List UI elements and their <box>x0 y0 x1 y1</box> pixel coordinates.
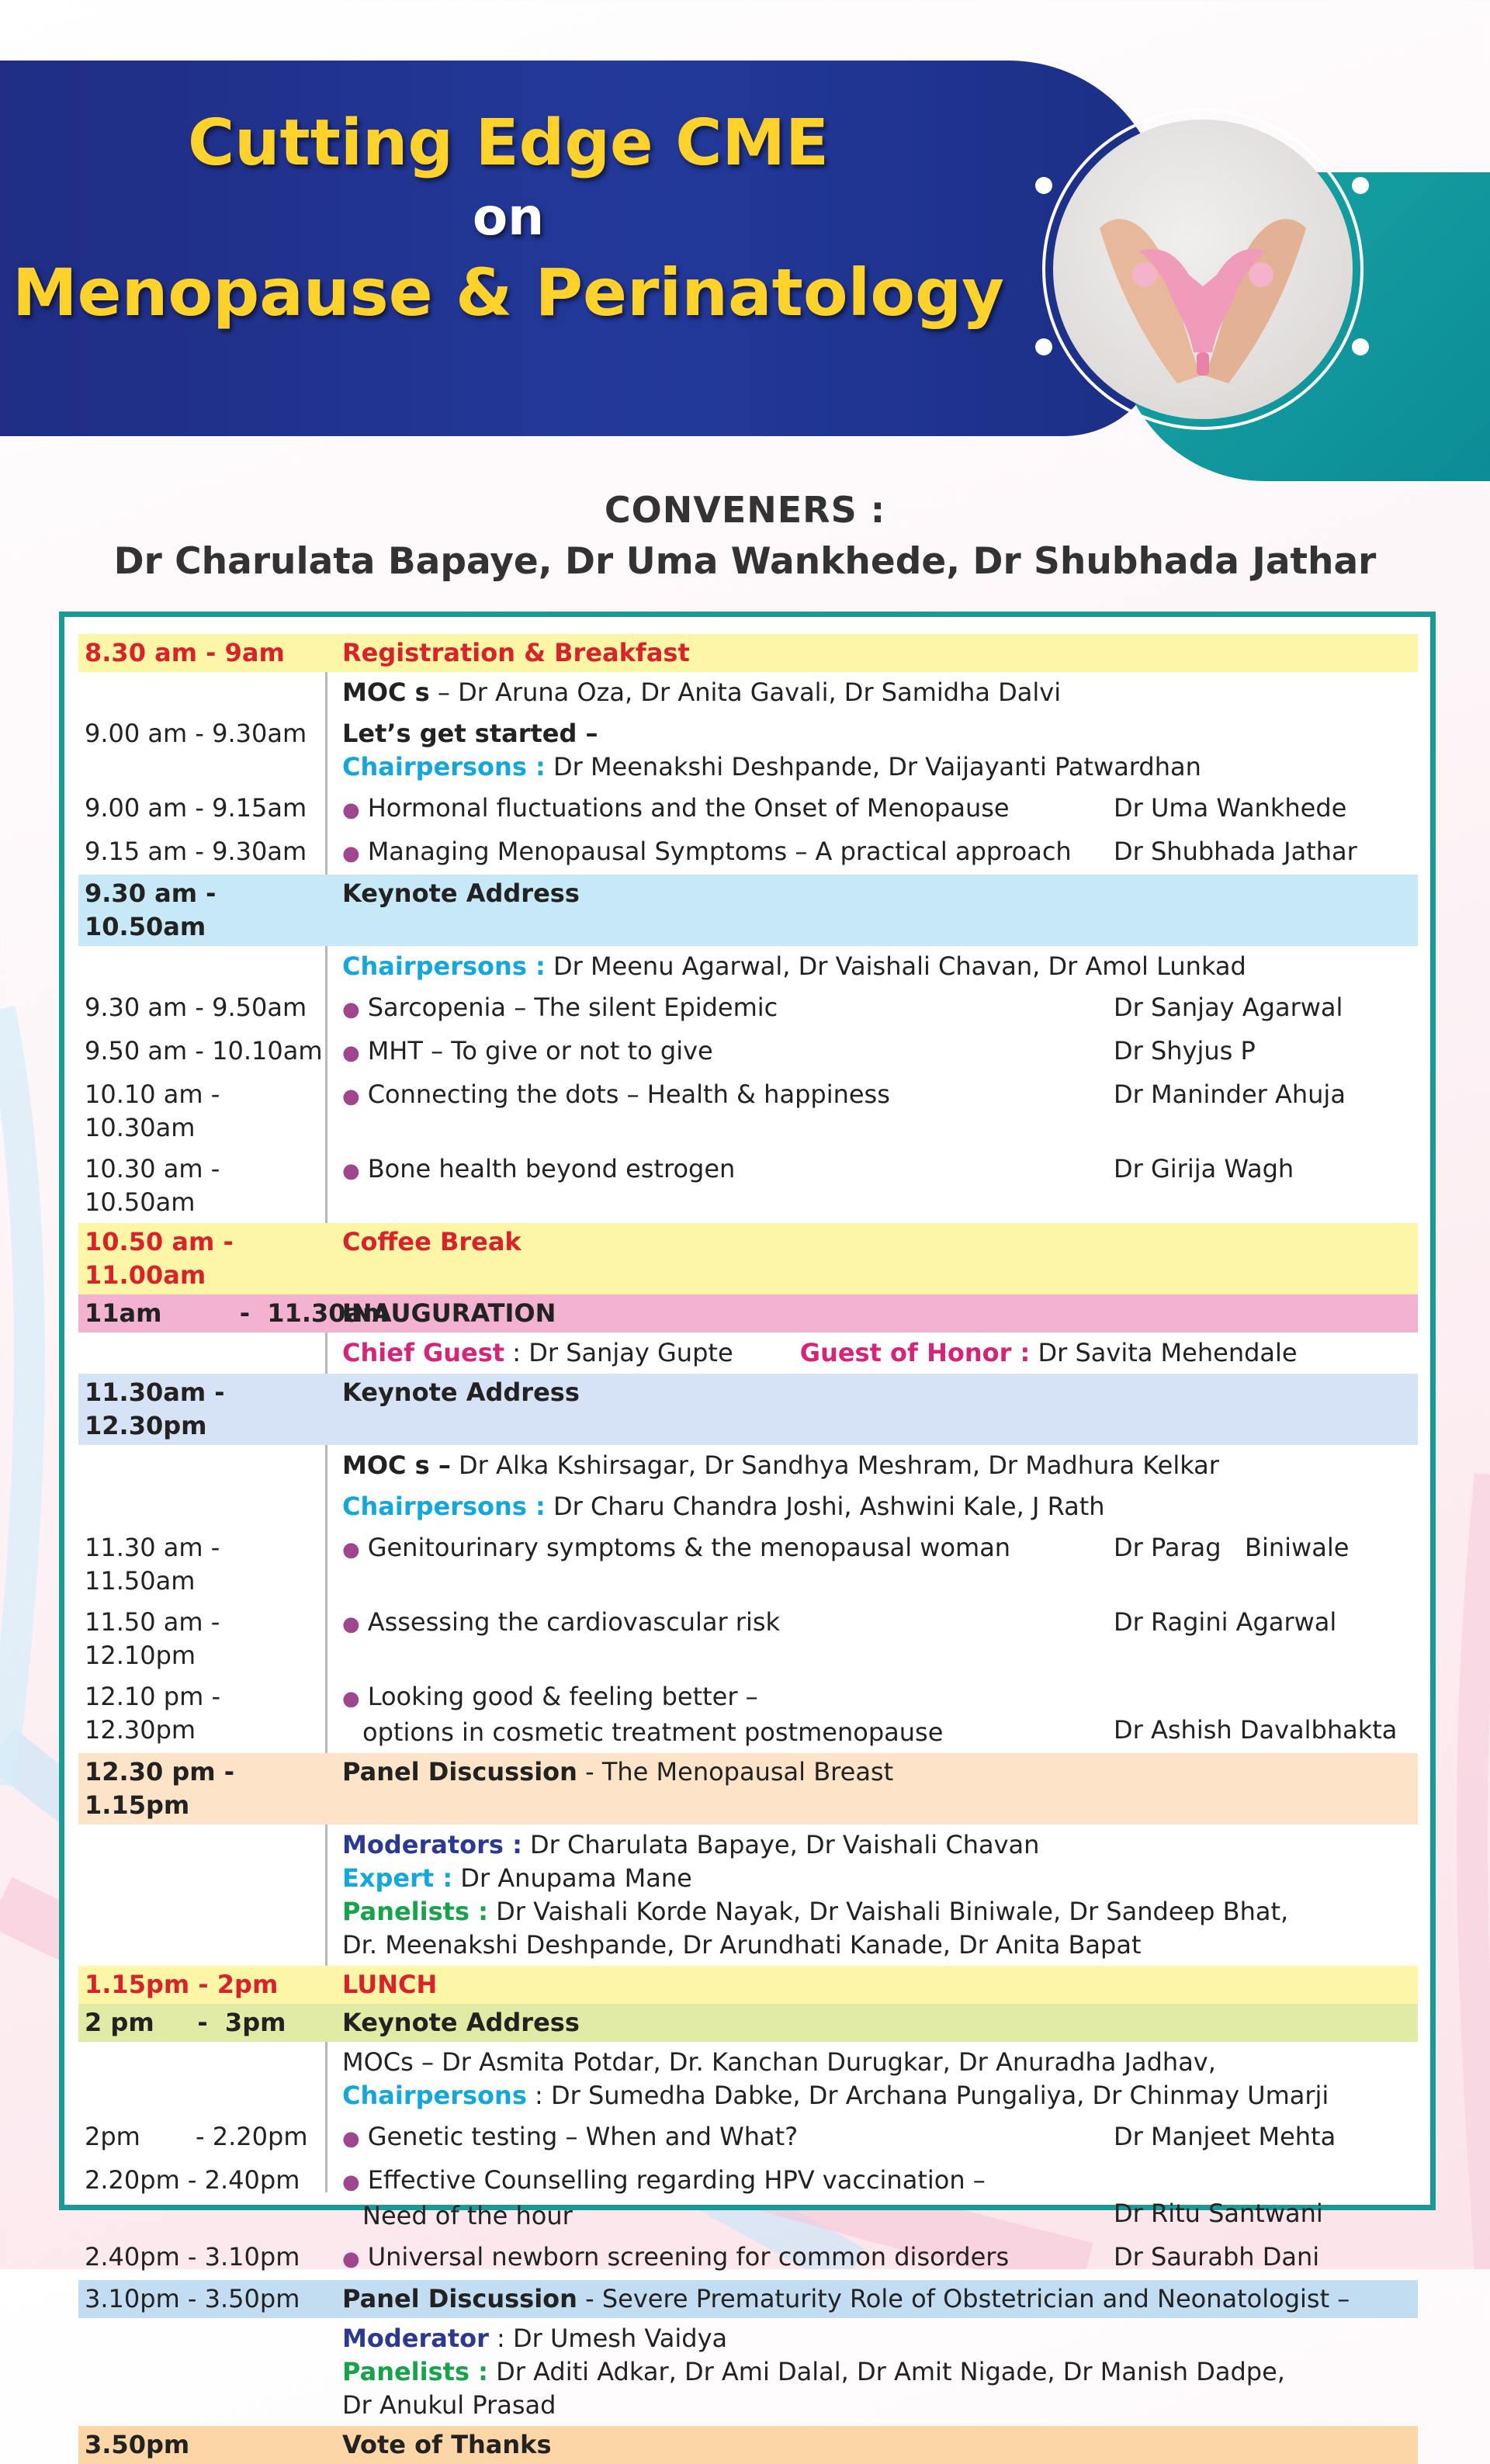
session-title: Registration & Breakfast <box>342 638 690 667</box>
session-title: LUNCH <box>342 1970 438 1999</box>
bullet-icon: ● <box>342 1041 360 1065</box>
panelists-names: Dr Vaishali Korde Nayak, Dr Vaishali Biniwale, Dr Sandeep Bhat, <box>487 1897 1289 1926</box>
session-subtitle: - Severe Prematurity Role of Obstetrician and Neonatologist – <box>577 2284 1350 2313</box>
session-time: 9.00 am - 9.30am <box>85 719 307 748</box>
schedule-row <box>78 987 1418 1031</box>
conveners-section <box>0 489 1490 583</box>
talk-topic-line2: Need of the hour <box>362 2201 573 2230</box>
schedule-row <box>78 1445 1418 1486</box>
talk-topic-line2: options in cosmetic treatment postmenopause <box>362 1717 944 1747</box>
session-title: Let’s get started – <box>342 719 598 748</box>
session-time: 8.30 am - 9am <box>85 638 285 667</box>
bullet-icon: ● <box>342 1687 360 1710</box>
talk-speaker: Dr Ashish Davalbhakta <box>1114 1715 1398 1745</box>
bullet-icon: ● <box>342 1538 360 1561</box>
session-time: 12.30 pm - 1.15pm <box>85 1757 235 1820</box>
schedule-row <box>78 2160 1418 2237</box>
schedule-row <box>78 875 1418 946</box>
schedule-row <box>78 1031 1418 1074</box>
chairpersons-names: Dr Meenakshi Deshpande, Dr Vaijayanti Patwardhan <box>545 752 1201 781</box>
talk-topic: Genitourinary symptoms & the menopausal woman <box>367 1533 1011 1562</box>
chairpersons-names: Dr Charu Chandra Joshi, Ashwini Kale, J Rath <box>545 1492 1105 1521</box>
chief-guest-name: : Dr Sanjay Gupte <box>504 1338 733 1367</box>
bullet-icon: ● <box>342 2171 360 2194</box>
talk-time: 9.30 am - 9.50am <box>85 993 307 1022</box>
bullet-icon: ● <box>342 2247 360 2271</box>
moc-names: Dr Alka Kshirsagar, Dr Sandhya Meshram, Dr Madhura Kelkar <box>450 1450 1219 1480</box>
schedule-row <box>78 1486 1418 1527</box>
title-line-3: Menopause & Perinatology <box>12 254 1004 331</box>
session-title: Vote of Thanks <box>342 2430 552 2459</box>
chairpersons-label: Chairpersons : <box>342 1492 546 1521</box>
bullet-icon: ● <box>342 1613 360 1636</box>
ring-dot-bottom-right <box>1352 338 1369 355</box>
panelists-names: Dr Aditi Adkar, Dr Ami Dalal, Dr Amit Nigade, Dr Manish Dadpe, <box>487 2357 1285 2386</box>
talk-speaker: Dr Shubhada Jathar <box>1114 837 1357 866</box>
moc-label: MOC s – <box>342 1450 451 1480</box>
session-time: 9.30 am - 10.50am <box>85 879 217 941</box>
moderators-label: Moderators : <box>342 1830 522 1859</box>
session-time: 11am - 11.30am <box>85 1298 389 1328</box>
schedule-row <box>78 1074 1418 1149</box>
schedule-row <box>78 946 1418 987</box>
schedule-row <box>78 1223 1418 1294</box>
chairpersons-label: Chairpersons : <box>342 752 546 781</box>
talk-time: 2pm - 2.20pm <box>85 2122 308 2151</box>
moderator-label: Moderator <box>342 2324 489 2353</box>
title-block <box>0 106 1017 331</box>
talk-time: 2.20pm - 2.40pm <box>85 2165 300 2195</box>
moc-label: MOC s <box>342 678 430 707</box>
chief-guest-label: Chief Guest <box>342 1338 505 1367</box>
expert-name: Dr Anupama Mane <box>452 1863 692 1893</box>
talk-time: 11.50 am - 12.10pm <box>85 1607 220 1670</box>
talk-time: 12.10 pm - 12.30pm <box>85 1682 220 1745</box>
bullet-icon: ● <box>342 842 360 865</box>
session-time: 11.30am - 12.30pm <box>85 1378 225 1440</box>
talk-speaker: Dr Parag Biniwale <box>1114 1533 1350 1562</box>
talk-speaker: Dr Ritu Santwani <box>1114 2199 1323 2228</box>
moderator-name: : Dr Umesh Vaidya <box>488 2324 728 2353</box>
panelists-names-line2: Dr Anukul Prasad <box>342 2390 556 2420</box>
schedule-row <box>78 831 1418 875</box>
session-time: 3.50pm <box>85 2430 190 2459</box>
talk-time: 10.30 am - 10.50am <box>85 1154 220 1217</box>
talk-topic: Sarcopenia – The silent Epidemic <box>367 993 778 1022</box>
schedule-row <box>78 2237 1418 2280</box>
chairpersons-names: Dr Meenu Agarwal, Dr Vaishali Chavan, Dr Amol Lunkad <box>545 951 1246 981</box>
session-title: Keynote Address <box>342 1378 580 1407</box>
schedule-row <box>78 2280 1418 2318</box>
schedule-row <box>78 1966 1418 2004</box>
bullet-icon: ● <box>342 799 360 822</box>
talk-speaker: Dr Manjeet Mehta <box>1114 2122 1336 2151</box>
title-line-1: Cutting Edge CME <box>187 106 830 180</box>
schedule-row <box>78 1676 1418 1753</box>
talk-speaker: Dr Girija Wagh <box>1114 1154 1294 1183</box>
talk-time: 9.50 am - 10.10am <box>85 1036 323 1066</box>
chairpersons-label: Chairpersons <box>342 2081 527 2110</box>
talk-speaker: Dr Ragini Agarwal <box>1114 1607 1337 1637</box>
bullet-icon: ● <box>342 1085 360 1108</box>
bullet-icon: ● <box>342 998 360 1021</box>
session-title: Panel Discussion <box>342 2284 577 2313</box>
talk-topic: Looking good & feeling better – <box>367 1682 758 1711</box>
talk-topic: Bone health beyond estrogen <box>367 1154 736 1183</box>
chairpersons-names: : Dr Sumedha Dabke, Dr Archana Pungaliya, Dr Chinmay Umarji <box>526 2081 1329 2110</box>
talk-topic: Managing Menopausal Symptoms – A practical approach <box>367 837 1072 866</box>
moderators-names: Dr Charulata Bapaye, Dr Vaishali Chavan <box>522 1830 1040 1859</box>
talk-time: 10.10 am - 10.30am <box>85 1080 220 1142</box>
schedule-row <box>78 2116 1418 2160</box>
chairpersons-label: Chairpersons : <box>342 951 546 981</box>
talk-topic: Connecting the dots – Health & happiness <box>367 1080 890 1109</box>
panelists-label: Panelists : <box>342 2357 488 2386</box>
talk-topic: Assessing the cardiovascular risk <box>367 1607 781 1637</box>
talk-topic: Universal newborn screening for common disorders <box>367 2242 1010 2272</box>
session-time: 3.10pm - 3.50pm <box>85 2284 300 2313</box>
session-subtitle: - The Menopausal Breast <box>577 1757 894 1786</box>
talk-speaker: Dr Maninder Ahuja <box>1114 1080 1346 1109</box>
schedule-row <box>78 2042 1418 2116</box>
schedule-row <box>78 672 1418 713</box>
schedule-row <box>78 1374 1418 1445</box>
session-title: Panel Discussion <box>342 1757 577 1786</box>
session-title: Coffee Break <box>342 1227 522 1256</box>
expert-label: Expert : <box>342 1863 453 1893</box>
conveners-names: Dr Charulata Bapaye, Dr Uma Wankhede, Dr Shubhada Jathar <box>113 540 1377 583</box>
session-title: INAUGURATION <box>342 1298 556 1328</box>
schedule-row <box>78 2426 1418 2464</box>
conveners-label: CONVENERS : <box>604 489 886 531</box>
schedule-row <box>78 713 1418 788</box>
talk-time: 9.00 am - 9.15am <box>85 793 307 823</box>
guest-of-honor-name: Dr Savita Mehendale <box>1030 1338 1298 1367</box>
session-time: 2 pm - 3pm <box>85 2008 286 2037</box>
panelists-label: Panelists : <box>342 1897 488 1926</box>
guest-of-honor-label: Guest of Honor : <box>799 1338 1031 1367</box>
talk-time: 11.30 am - 11.50am <box>85 1533 220 1596</box>
title-line-2: on <box>472 187 545 248</box>
schedule-row <box>78 1602 1418 1676</box>
schedule-row <box>78 2004 1418 2042</box>
panelists-names-line2: Dr. Meenakshi Deshpande, Dr Arundhati Kanade, Dr Anita Bapat <box>342 1930 1142 1960</box>
bullet-icon: ● <box>342 1159 360 1183</box>
talk-speaker: Dr Shyjus P <box>1114 1036 1256 1066</box>
moc-names: – Dr Aruna Oza, Dr Anita Gavali, Dr Samidha Dalvi <box>429 678 1062 707</box>
talk-topic: Genetic testing – When and What? <box>367 2122 799 2151</box>
schedule-row <box>78 1294 1418 1333</box>
session-title: Keynote Address <box>342 879 580 908</box>
ring-dot-bottom-left <box>1035 338 1052 355</box>
session-title: Keynote Address <box>342 2008 580 2037</box>
talk-topic: MHT – To give or not to give <box>367 1036 713 1066</box>
ring-dot-top-right <box>1352 177 1369 194</box>
talk-speaker: Dr Sanjay Agarwal <box>1114 993 1343 1022</box>
schedule-row <box>78 1825 1418 1966</box>
schedule-table <box>59 612 1436 2459</box>
schedule-row <box>78 788 1418 831</box>
schedule-row <box>78 1149 1418 1223</box>
schedule-row <box>78 1333 1418 1374</box>
schedule-row <box>78 634 1418 672</box>
talk-time: 2.40pm - 3.10pm <box>85 2242 300 2272</box>
session-time: 10.50 am - 11.00am <box>85 1227 234 1290</box>
uterus-hands-image <box>1053 120 1353 419</box>
talk-topic: Hormonal fluctuations and the Onset of Menopause <box>367 793 1010 823</box>
talk-speaker: Dr Uma Wankhede <box>1114 793 1347 823</box>
schedule-row <box>78 2318 1418 2426</box>
bullet-icon: ● <box>342 2127 360 2150</box>
moc-names: MOCs – Dr Asmita Potdar, Dr. Kanchan Durugkar, Dr Anuradha Jadhav, <box>342 2047 1216 2077</box>
session-time: 1.15pm - 2pm <box>85 1970 279 1999</box>
schedule-row <box>78 1527 1418 1602</box>
ring-dot-top-left <box>1035 177 1052 194</box>
hands-uterus-icon <box>1053 120 1353 419</box>
schedule-rows <box>78 634 1418 2464</box>
talk-speaker: Dr Saurabh Dani <box>1114 2242 1320 2272</box>
talk-time: 9.15 am - 9.30am <box>85 837 307 866</box>
schedule-row <box>78 1753 1418 1825</box>
talk-topic: Effective Counselling regarding HPV vaccination – <box>367 2165 986 2195</box>
